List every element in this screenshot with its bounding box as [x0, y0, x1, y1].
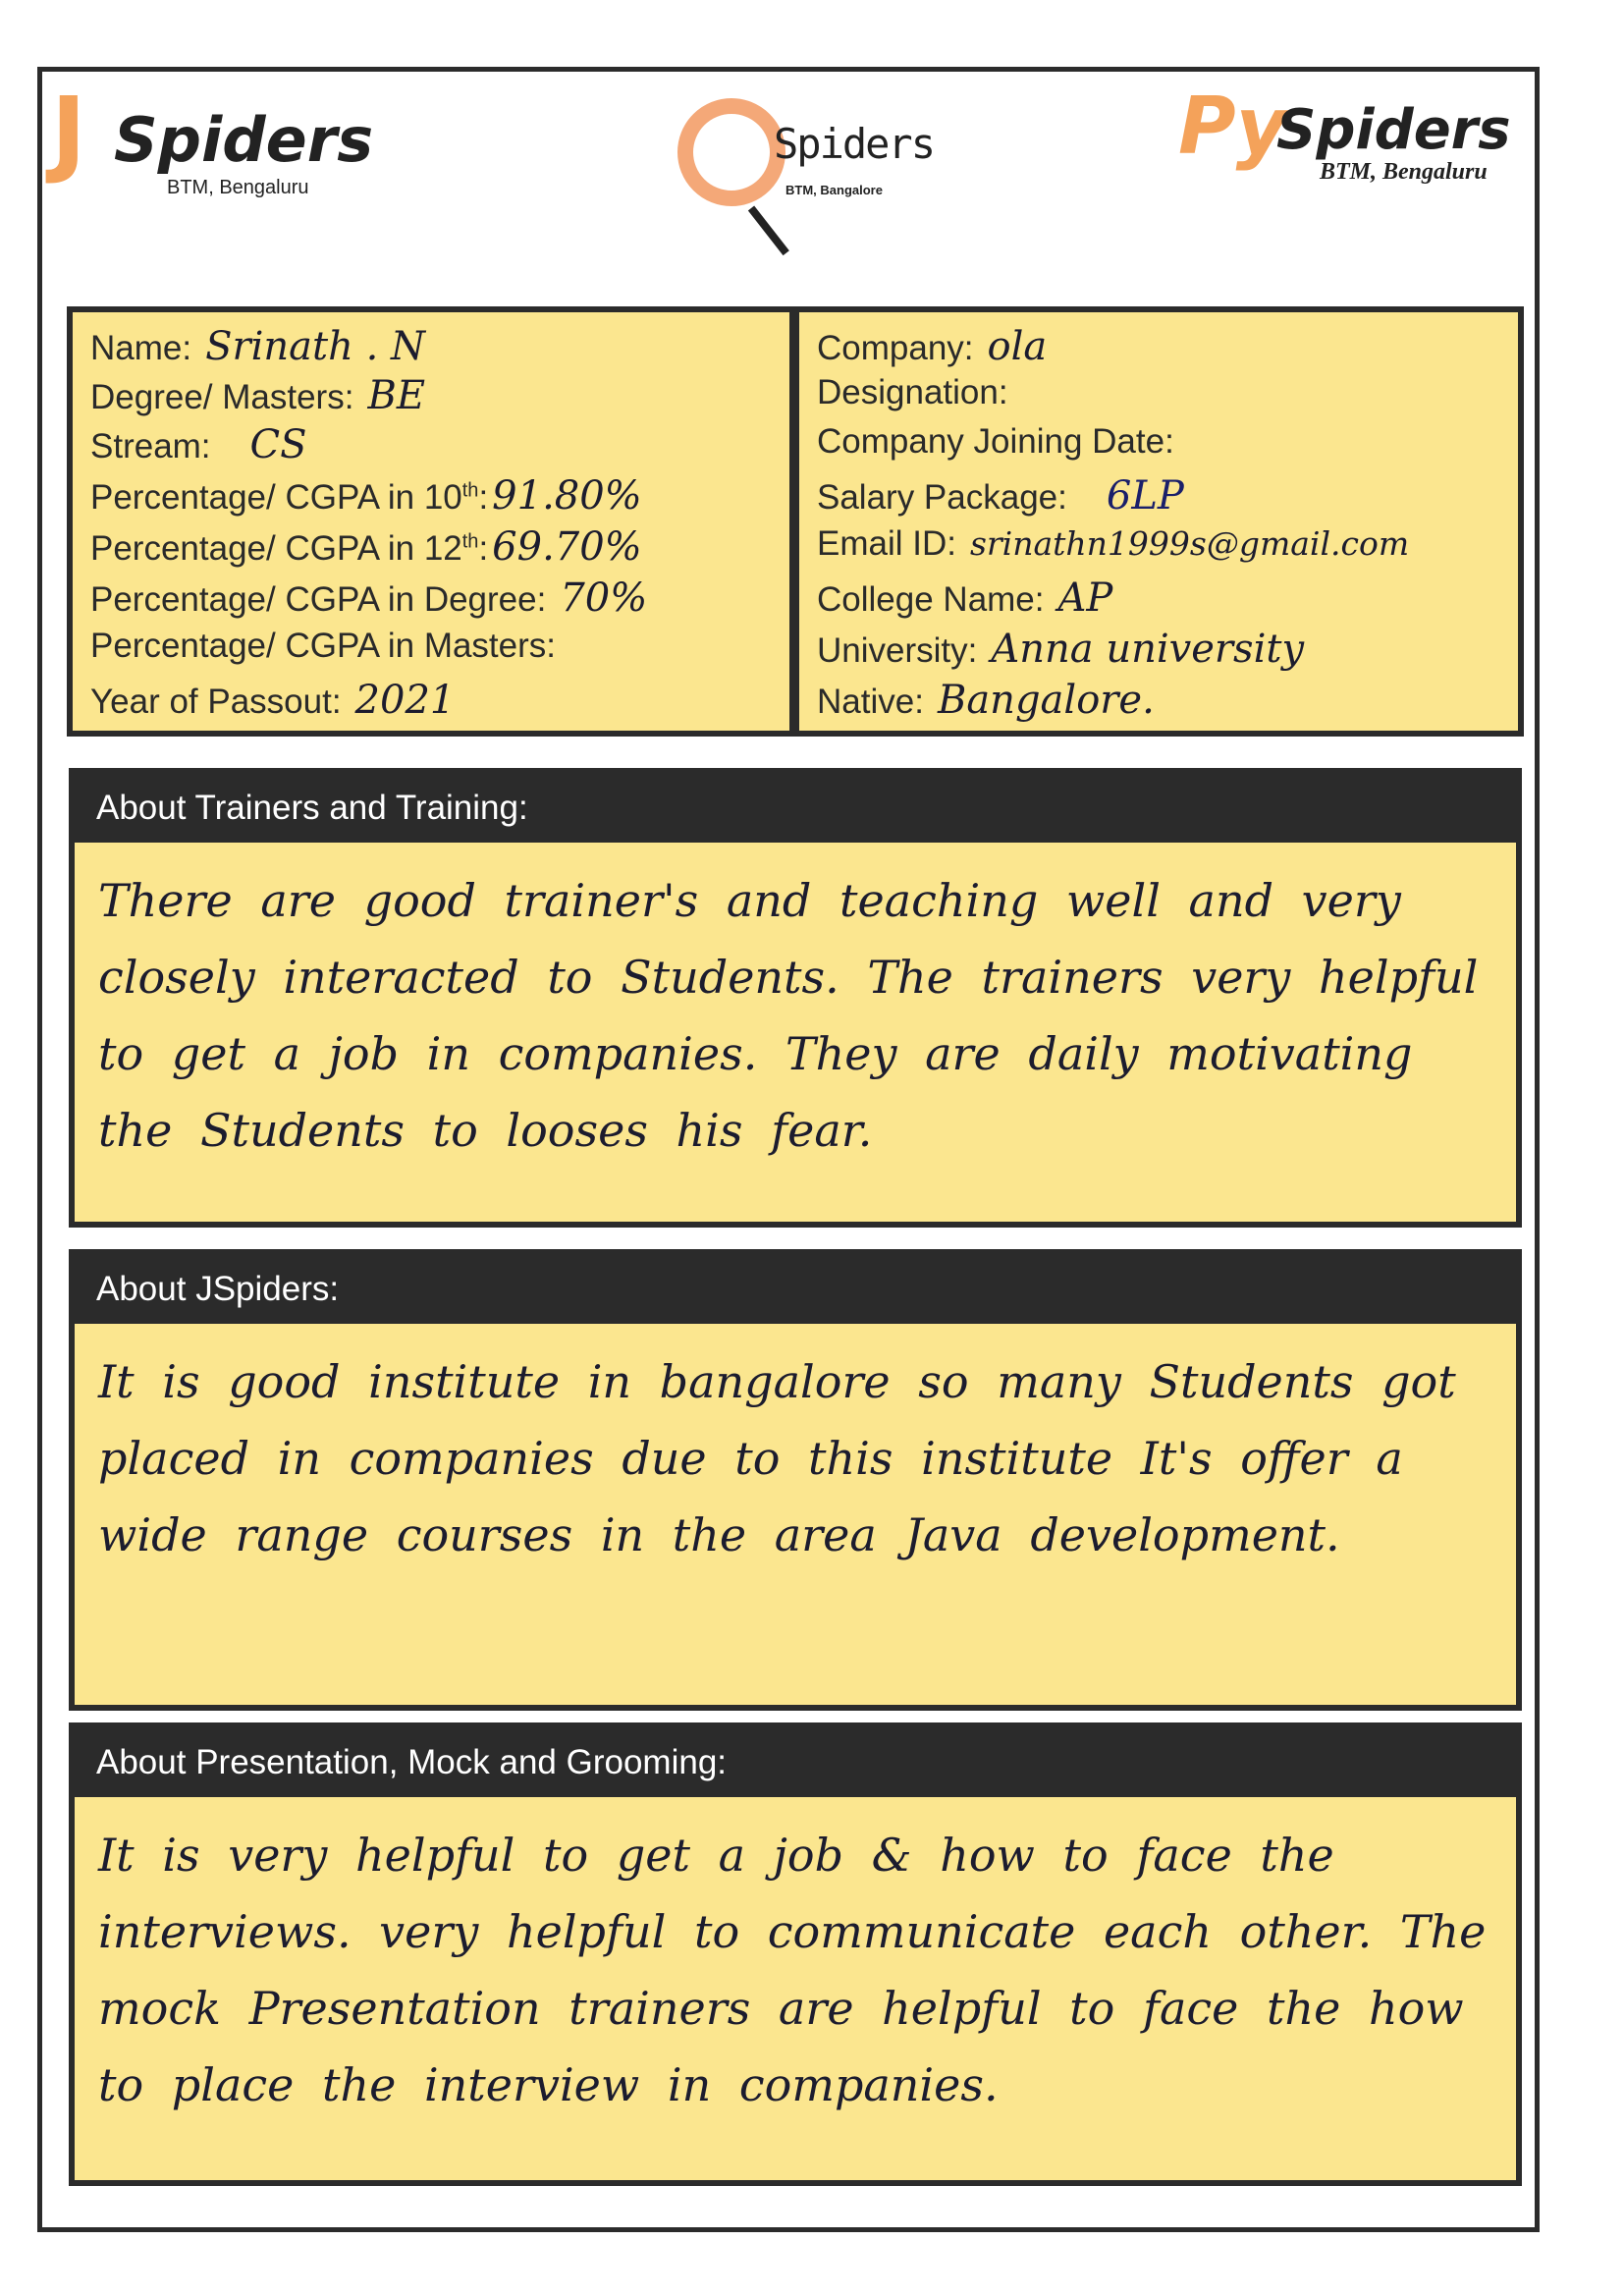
native-value: Bangalore.: [937, 678, 1155, 723]
percent-12-row: [90, 524, 642, 570]
jspiders-logo-location: BTM, Bengaluru: [167, 177, 309, 198]
jspiders-logo-word: Spiders: [114, 104, 374, 176]
percent-masters-label: Percentage/ CGPA in Masters:: [90, 627, 557, 665]
presentation-section-text: It is very helpful to get a job & how to face the interviews. very helpful to communicate each other. The mock Presentation trainers are helpful to face the how to place the interview in companies.: [98, 1829, 1487, 2111]
native-row: [817, 678, 1155, 723]
designation-row: [817, 373, 1022, 412]
jspiders-section-title: About JSpiders:: [75, 1255, 1516, 1324]
university-row: [817, 627, 1304, 672]
company-value: ola: [987, 324, 1048, 369]
university-label: University:: [817, 631, 978, 670]
percent-degree-value: 70%: [560, 575, 648, 621]
percent-degree-row: [90, 575, 647, 621]
trainers-section-title: About Trainers and Training:: [75, 774, 1516, 843]
email-value: srinathn1999s@gmail.com: [969, 524, 1410, 563]
jspiders-section: [69, 1249, 1522, 1711]
pyspiders-logo: [1178, 81, 1532, 198]
email-label: Email ID:: [817, 524, 956, 563]
percent-masters-row: [90, 627, 569, 666]
pyspiders-logo-location: BTM, Bengaluru: [1320, 159, 1488, 185]
qspiders-logo: [668, 98, 962, 236]
percent-10-label: Percentage/ CGPA in 10th:: [90, 478, 489, 517]
qspiders-ring-icon: [677, 98, 785, 206]
jspiders-section-text: It is good institute in bangalore so many Students got placed in companies due to this institute It's offer a wide range courses in the area Java development.: [98, 1355, 1456, 1561]
company-row: [817, 324, 1047, 369]
percent-10-row: [90, 473, 642, 519]
college-value: AP: [1057, 575, 1113, 621]
presentation-section: [69, 1722, 1522, 2186]
pyspiders-logo-word: Spiders: [1276, 98, 1511, 162]
percent-12-value: 69.70%: [492, 524, 642, 570]
company-info-box: [793, 306, 1524, 737]
percent-degree-label: Percentage/ CGPA in Degree:: [90, 580, 547, 619]
college-row: [817, 575, 1112, 621]
presentation-section-title: About Presentation, Mock and Grooming:: [75, 1728, 1516, 1797]
salary-row: [817, 473, 1184, 519]
stream-label: Stream:: [90, 427, 211, 465]
degree-label: Degree/ Masters:: [90, 378, 354, 416]
degree-row: [90, 373, 425, 418]
joining-date-label: Company Joining Date:: [817, 422, 1174, 461]
percent-12-label: Percentage/ CGPA in 12th:: [90, 529, 489, 568]
passout-row: [90, 678, 455, 723]
personal-info-box: [67, 306, 795, 737]
university-value: Anna university: [991, 627, 1305, 672]
passout-label: Year of Passout:: [90, 683, 342, 721]
name-row: [90, 324, 425, 369]
qspiders-logo-word: Spiders: [774, 120, 935, 168]
stream-value: CS: [249, 422, 307, 467]
college-label: College Name:: [817, 580, 1045, 619]
salary-value: 6LP: [1106, 473, 1184, 519]
native-label: Native:: [817, 683, 924, 721]
designation-label: Designation:: [817, 373, 1008, 411]
pyspiders-logo-mark: Py: [1178, 81, 1287, 172]
jspiders-logo: [51, 77, 374, 202]
name-value: Srinath . N: [205, 324, 425, 369]
trainers-section: [69, 768, 1522, 1228]
qspiders-logo-location: BTM, Bangalore: [785, 183, 883, 197]
company-label: Company:: [817, 329, 974, 367]
trainers-section-text: There are good trainer's and teaching well and very closely interacted to Students. The trainers very helpful to get a job in companies. They are daily motivating the Students to looses his fear.: [98, 874, 1479, 1157]
jspiders-logo-mark: J: [51, 77, 86, 187]
email-row: [817, 524, 1409, 564]
salary-label: Salary Package:: [817, 478, 1067, 517]
degree-value: BE: [367, 373, 426, 418]
name-label: Name:: [90, 329, 192, 367]
stream-row: [90, 422, 307, 467]
joining-date-row: [817, 422, 1188, 462]
percent-10-value: 91.80%: [492, 473, 642, 519]
passout-value: 2021: [354, 678, 456, 723]
